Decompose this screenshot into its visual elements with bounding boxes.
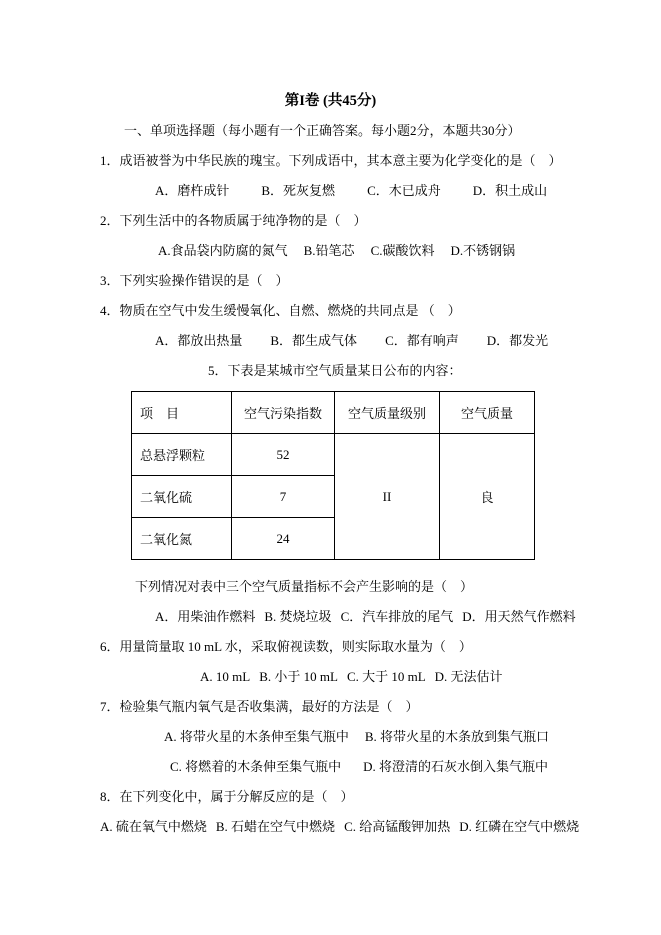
question-3-stem: 3．下列实验操作错误的是（ ） [100,273,289,288]
q1-option-a: A．磨杵成针 [155,183,230,198]
question-5-stem: 5．下表是某城市空气质量某日公布的内容： [208,363,462,378]
question-4-stem: 4．物质在空气中发生缓慢氧化、自燃、燃烧的共同点是 （ ） [100,303,461,318]
q5-option-c: C．汽车排放的尾气 [340,609,454,624]
q5-option-a: A．用柴油作燃料 [155,609,256,624]
question-7-options-line2 [170,752,561,782]
q4-option-a: A．都放出热量 [155,333,243,348]
q2-option-b: B.铅笔芯 [303,243,355,258]
page-title: 第I卷 (共45分) [284,93,377,109]
question-2-stem: 2．下列生活中的各物质属于纯净物的是（ ） [100,213,367,228]
question-7-stem: 7．检验集气瓶内氧气是否收集满，最好的方法是（ ） [100,699,419,714]
col-header-quality-level: 空气质量级别 [335,392,440,434]
q7-option-a: A. 将带火星的木条伸至集气瓶中 [164,729,349,744]
q5-option-b: B. 焚烧垃圾 [264,609,332,624]
col-header-pollution-index: 空气污染指数 [232,392,335,434]
question-1-stem: 1．成语被誉为中华民族的瑰宝。下列成语中，其本意主要为化学变化的是（ ） [100,153,562,168]
q6-option-b: B. 小于 10 mL [259,669,338,684]
q7-option-c: C. 将燃着的木条伸至集气瓶中 [170,759,342,774]
q1-option-c: C．木已成舟 [367,183,441,198]
cell-no2-name: 二氧化氮 [132,518,232,560]
table-row [132,434,535,476]
q1-option-b: B．死灰复燃 [261,183,336,198]
cell-no2-index: 24 [232,518,335,560]
question-8-options [100,812,580,842]
q4-option-b: B．都生成气体 [270,333,358,348]
q6-option-d: D. 无法估计 [434,669,503,684]
q7-option-d: D. 将澄清的石灰水倒入集气瓶中 [363,759,549,774]
q2-option-a: A.食品袋内防腐的氮气 [158,243,288,258]
question-7-options-line1 [164,722,561,752]
q8-option-a: A. 硫在氧气中燃烧 [100,819,207,834]
question-6-stem: 6．用量筒量取 10 mL 水，采取俯视读数，则实际取水量为（ ） [100,639,472,654]
section-header: 一、单项选择题（每小题有一个正确答案。每小题2分，本题共30分） [124,123,521,138]
q2-option-d: D.不锈钢锅 [450,243,516,258]
q6-option-c: C. 大于 10 mL [346,669,426,684]
table-header-row [132,392,535,434]
question-8-stem: 8．在下列变化中，属于分解反应的是（ ） [100,789,354,804]
q8-option-c: C. 给高锰酸钾加热 [344,819,451,834]
q5-option-d: D．用天然气作燃料 [462,609,576,624]
q4-option-d: D．都发光 [486,333,549,348]
air-quality-table [131,391,535,560]
q8-option-d: D. 红磷在空气中燃烧 [459,819,580,834]
question-4-options [155,326,561,356]
cell-so2-index: 7 [232,476,335,518]
q8-option-b: B. 石蜡在空气中燃烧 [215,819,336,834]
cell-quality-level: II [335,434,440,560]
question-5-options [155,602,576,632]
q2-option-c: C.碳酸饮料 [370,243,435,258]
cell-tsp-index: 52 [232,434,335,476]
question-1-options [155,176,561,206]
q1-option-d: D．积土成山 [472,183,548,198]
col-header-quality: 空气质量 [440,392,535,434]
q6-option-a: A. 10 mL [200,669,251,684]
question-2-options [158,236,561,266]
q4-option-c: C．都有响声 [385,333,459,348]
cell-so2-name: 二氧化硫 [132,476,232,518]
question-5-followup: 下列情况对表中三个空气质量指标不会产生影响的是（ ） [135,579,474,594]
q7-option-b: B. 将带火星的木条放到集气瓶口 [364,729,550,744]
cell-tsp-name: 总悬浮颗粒 [132,434,232,476]
col-header-item: 项 目 [132,392,232,434]
question-6-options [200,662,561,692]
cell-quality: 良 [440,434,535,560]
